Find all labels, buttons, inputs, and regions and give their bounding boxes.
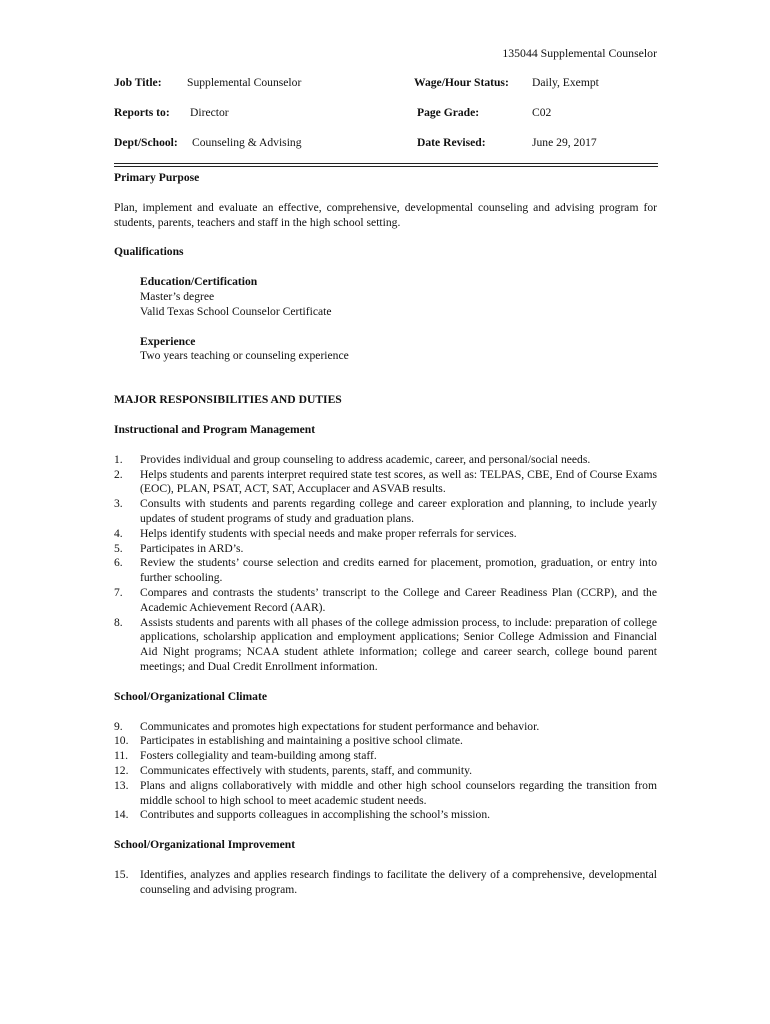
duty-number: 11. [114, 749, 129, 763]
duty-number: 5. [114, 541, 123, 555]
page-grade-label: Page Grade: [417, 106, 480, 119]
duty-number: 9. [114, 719, 123, 733]
duty-number: 1. [114, 452, 123, 466]
education-item: Valid Texas School Counselor Certificate [140, 304, 332, 318]
primary-purpose-text: Plan, implement and evaluate an effective, comprehensive, developmental counseling and advising program for students, parents, teachers and staff in the high school setting. [114, 200, 657, 229]
header-row-reports [114, 106, 658, 122]
duty-item [114, 749, 657, 764]
duty-text: Compares and contrasts the students’ transcript to the College and Career Readiness Plan (CCRP), and the Academic Achievement Record (AAR). [140, 585, 657, 614]
instructional-section-title: Instructional and Program Management [114, 422, 316, 436]
duty-item [114, 764, 657, 779]
duty-item [114, 616, 657, 675]
duty-item [114, 556, 657, 586]
education-block [114, 275, 657, 364]
duty-number: 4. [114, 526, 123, 540]
dept-school-value: Counseling & Advising [192, 136, 302, 149]
climate-duties-list [114, 720, 657, 824]
duty-text: Identifies, analyzes and applies research findings to facilitate the delivery of a comprehensive, developmental counseling and advising program. [140, 867, 657, 896]
qualifications-title: Qualifications [114, 245, 184, 259]
duty-number: 7. [114, 585, 123, 599]
header-divider-top [114, 163, 658, 164]
experience-title: Experience [140, 334, 196, 348]
reports-to-value: Director [190, 106, 229, 119]
duty-text: Participates in establishing and maintaining a positive school climate. [140, 734, 463, 748]
duty-number: 10. [114, 734, 129, 748]
header-divider-bottom [114, 166, 658, 167]
duty-item [114, 542, 657, 557]
duty-item [114, 734, 657, 749]
duty-number: 3. [114, 497, 123, 511]
document-body [114, 171, 657, 897]
duty-text: Review the students’ course selection and credits earned for placement, promotion, graduation, or entry into further schooling. [140, 556, 657, 585]
duty-item [114, 868, 657, 898]
instructional-duties-list [114, 453, 657, 675]
duty-number: 6. [114, 556, 123, 570]
duty-text: Fosters collegiality and team-building among staff. [140, 749, 377, 763]
header-row-job [114, 76, 658, 92]
duty-text: Communicates effectively with students, parents, staff, and community. [140, 763, 473, 777]
primary-purpose-title: Primary Purpose [114, 171, 200, 184]
job-title-value: Supplemental Counselor [187, 76, 302, 89]
date-revised-label: Date Revised: [417, 136, 486, 149]
duty-number: 14. [114, 808, 129, 822]
education-title: Education/Certification [140, 275, 258, 289]
duty-number: 15. [114, 867, 129, 881]
date-revised-value: June 29, 2017 [532, 136, 597, 149]
duty-item [114, 808, 657, 823]
duty-item [114, 468, 657, 498]
improvement-section-title: School/Organizational Improvement [114, 838, 296, 852]
duty-item [114, 586, 657, 616]
document-id: 135044 Supplemental Counselor [502, 46, 657, 60]
dept-school-label: Dept/School: [114, 136, 178, 149]
page-grade-value: C02 [532, 106, 552, 119]
reports-to-label: Reports to: [114, 106, 170, 119]
job-title-label: Job Title: [114, 76, 162, 89]
duty-text: Participates in ARD’s. [140, 541, 244, 555]
duty-text: Assists students and parents with all phases of the college admission process, to include: preparation of college applications, scholarship application and employment applications; Senior College Admission and Financial Aid Night programs; NCAA student athlete information; college and career search, college bound parent meetings; and Dual Credit Enrollment information. [140, 615, 657, 673]
wage-status-label: Wage/Hour Status: [414, 76, 509, 89]
major-responsibilities-title: MAJOR RESPONSIBILITIES AND DUTIES [114, 393, 342, 407]
duty-number: 8. [114, 615, 123, 629]
duty-number: 13. [114, 778, 129, 792]
duty-item [114, 497, 657, 527]
duty-text: Consults with students and parents regarding college and career exploration and planning, to include yearly updates of student programs of study and graduation plans. [140, 497, 657, 525]
duty-item [114, 527, 657, 542]
climate-section-title: School/Organizational Climate [114, 689, 267, 703]
duty-text: Contributes and supports colleagues in accomplishing the school’s mission. [140, 808, 491, 822]
header-row-dept [114, 136, 658, 152]
duty-text: Plans and aligns collaboratively with middle and other high school counselors regarding the transition from middle school to high school to meet academic student needs. [140, 778, 657, 807]
duty-item [114, 453, 657, 468]
duty-number: 12. [114, 763, 129, 777]
duty-item [114, 779, 657, 809]
improvement-duties-list [114, 868, 657, 898]
duty-number: 2. [114, 467, 123, 481]
education-item: Master’s degree [140, 289, 215, 303]
duty-text: Communicates and promotes high expectations for student performance and behavior. [140, 719, 540, 733]
duty-text: Helps students and parents interpret required state test scores, as well as: TELPAS, CBE, End of Course Exams (EOC), PLAN, PSAT, ACT, SAT, Accuplacer and ASVAB results. [140, 467, 657, 496]
duty-text: Helps identify students with special needs and make proper referrals for services. [140, 526, 517, 540]
duty-item [114, 720, 657, 735]
experience-item: Two years teaching or counseling experience [140, 349, 349, 363]
duty-text: Provides individual and group counseling to address academic, career, and personal/social needs. [140, 452, 591, 466]
wage-status-value: Daily, Exempt [532, 76, 599, 89]
